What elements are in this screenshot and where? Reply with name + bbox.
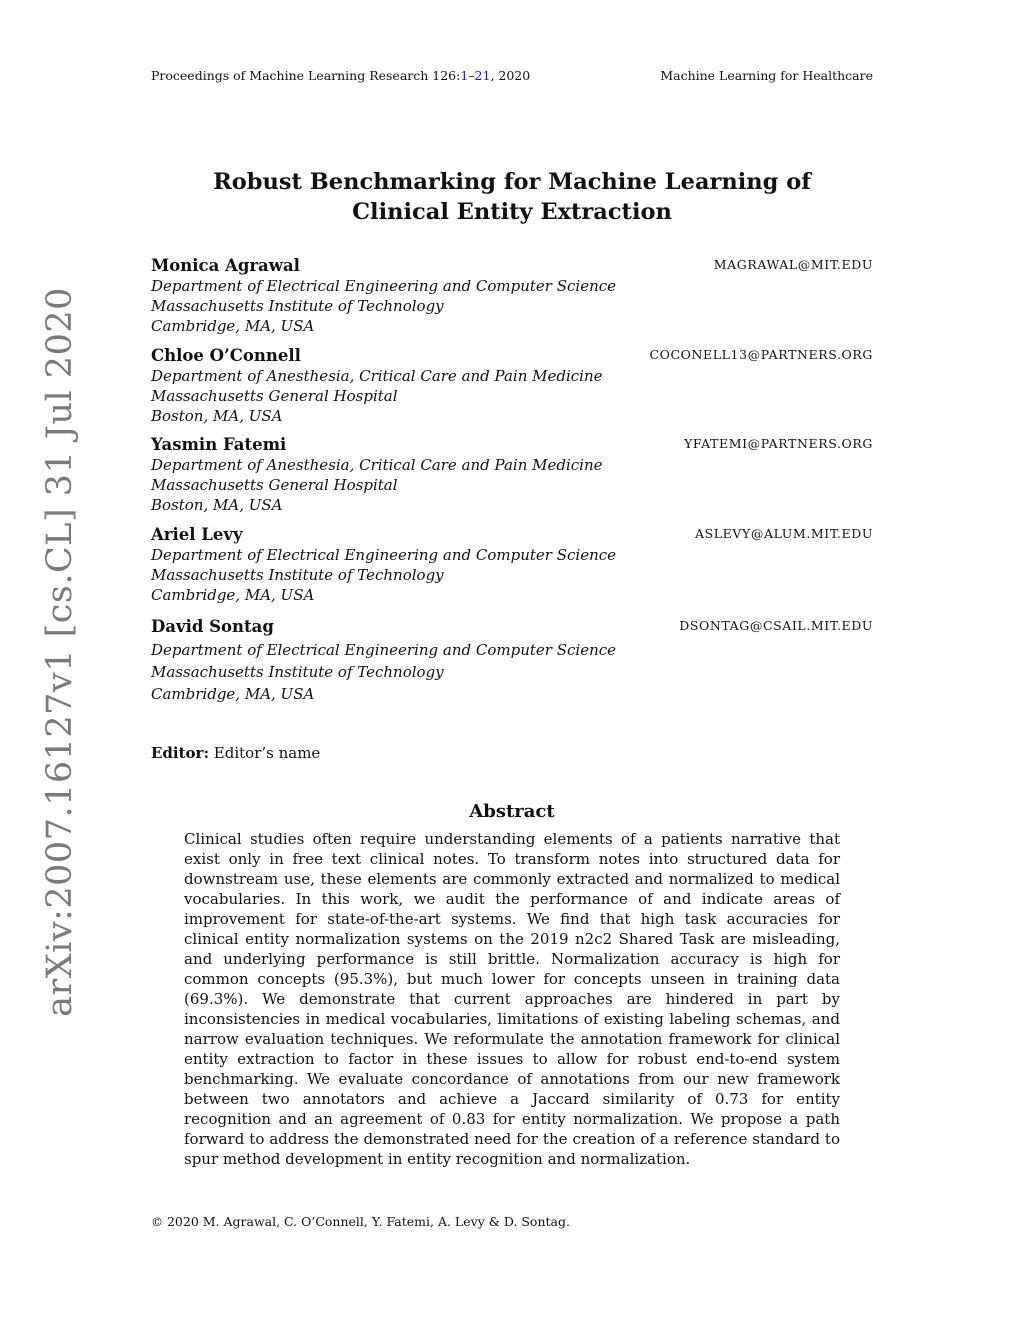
page-start-link[interactable]: 1 (460, 68, 469, 83)
author-name: David Sontag (151, 617, 274, 636)
author-department: Department of Anesthesia, Critical Care and Pain Medicine (151, 456, 603, 474)
author-institution: Massachusetts Institute of Technology (151, 297, 444, 315)
title-line-1: Robust Benchmarking for Machine Learning of (213, 169, 811, 195)
author-location: Boston, MA, USA (151, 407, 283, 425)
author-block (151, 435, 873, 515)
copyright-symbol: © (151, 1215, 163, 1229)
author-location: Cambridge, MA, USA (151, 685, 315, 703)
abstract-text: Clinical studies often require understanding elements of a patients narrative that exist only in free text clinical notes. To transform notes into structured data for downstream use, these elements are commonly extracted and normalized to medical vocabularies. In this work, we audit the performance of and indicate areas of improvement for state-of-the-art systems. We find that high task accuracies for clinical entity normalization systems on the 2019 n2c2 Shared Task are misleading, and underlying performance is still brittle. Normalization accuracy is high for common concepts (95.3%), but much lower for concepts unseen in training data (69.3%). We demonstrate that current approaches are hindered in part by inconsistencies in medical vocabularies, limitations of existing labeling schemas, and narrow evaluation techniques. We reformulate the annotation framework for clinical entity extraction to factor in these issues to allow for robust end-to-end system benchmarking. We evaluate concordance of annotations from our new framework between two annotators and achieve a Jaccard similarity of 0.73 for entity recognition and an agreement of 0.83 for entity normalization. We propose a path forward to address the demonstrated need for the creation of a reference standard to spur method development in entity recognition and normalization. (184, 830, 840, 1168)
editor-label: Editor: (151, 744, 209, 762)
author-block (151, 256, 873, 336)
author-location: Cambridge, MA, USA (151, 317, 315, 335)
author-institution: Massachusetts General Hospital (151, 387, 398, 405)
author-department: Department of Electrical Engineering and Computer Science (151, 546, 617, 564)
author-block (151, 525, 873, 605)
author-institution: Massachusetts Institute of Technology (151, 566, 444, 584)
author-department: Department of Anesthesia, Critical Care and Pain Medicine (151, 367, 603, 385)
author-email[interactable]: DSONTAG@CSAIL.MIT.EDU (679, 618, 873, 633)
journal-name: Proceedings of Machine Learning Research 126: (151, 68, 461, 83)
copyright-text: 2020 M. Agrawal, C. O’Connell, Y. Fatemi, A. Levy & D. Sontag. (163, 1214, 570, 1229)
abstract-heading: Abstract (469, 801, 555, 822)
author-name: Ariel Levy (151, 525, 243, 544)
author-location: Cambridge, MA, USA (151, 586, 315, 604)
page-end-link[interactable]: 21 (474, 68, 491, 83)
paper-title (0, 167, 1024, 227)
running-header-right: Machine Learning for Healthcare (660, 68, 873, 83)
author-email[interactable]: COCONELL13@PARTNERS.ORG (649, 347, 873, 362)
copyright-notice (151, 1214, 570, 1229)
author-institution: Massachusetts General Hospital (151, 476, 398, 494)
author-email[interactable]: YFATEMI@PARTNERS.ORG (684, 436, 873, 451)
arxiv-identifier-stamp: arXiv:2007.16127v1 [cs.CL] 31 Jul 2020 (40, 287, 80, 1017)
author-location: Boston, MA, USA (151, 496, 283, 514)
page-range-separator: – (468, 68, 475, 83)
author-block (151, 346, 873, 426)
author-name: Monica Agrawal (151, 256, 300, 275)
author-email[interactable]: ASLEVY@ALUM.MIT.EDU (694, 526, 873, 541)
author-department: Department of Electrical Engineering and Computer Science (151, 277, 617, 295)
editor-line (151, 744, 320, 762)
author-institution: Massachusetts Institute of Technology (151, 663, 444, 681)
header-year: , 2020 (490, 68, 531, 83)
author-name: Chloe O’Connell (151, 346, 301, 365)
author-department: Department of Electrical Engineering and Computer Science (151, 641, 617, 659)
running-header-left (151, 68, 530, 83)
author-block (151, 617, 873, 705)
title-line-2: Clinical Entity Extraction (352, 199, 672, 225)
editor-name: Editor’s name (213, 744, 321, 762)
author-name: Yasmin Fatemi (151, 435, 287, 454)
author-email[interactable]: MAGRAWAL@MIT.EDU (713, 257, 873, 272)
